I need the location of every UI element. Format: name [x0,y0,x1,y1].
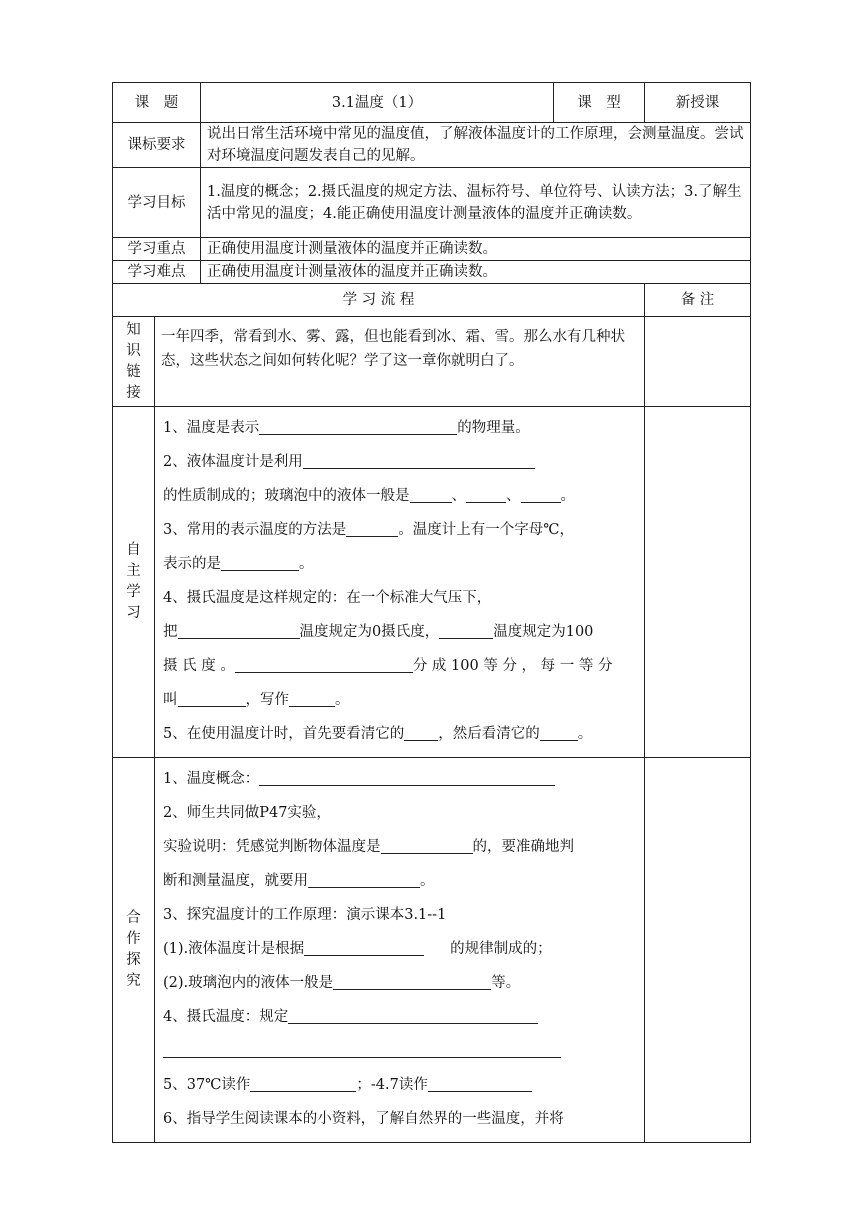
answer-blank[interactable] [466,484,506,503]
self-study-row [113,407,751,758]
self-study-content [155,407,645,758]
objective-text: 1.温度的概念；2.摄氏温度的规定方法、温标符号、单位符号、认读方法；3.了解生活中常见的温度；4.能正确使用温度计测量液体的温度并正确读数。 [201,168,751,238]
coop-p8: 4、摄氏温度：规定 [163,1000,638,1034]
answer-blank[interactable] [404,722,438,741]
answer-blank[interactable] [540,722,578,741]
coop-row [113,758,751,1143]
answer-blank[interactable] [308,869,420,888]
standard-text: 说出日常生活环境中常见的温度值，了解液体温度计的工作原理，会测量温度。尝试对环境温度问题发表自己的见解。 [201,123,751,168]
keypoint-text: 正确使用温度计测量液体的温度并正确读数。 [201,238,751,261]
difficulty-label: 学习难点 [113,261,201,284]
self-study-q4-cont1: 把 温度规定为0摄氏度， 温度规定为100 [163,615,638,649]
answer-blank[interactable] [303,450,535,469]
coop-label-text: 合作探究 [126,910,141,989]
self-study-q4-cont2: 摄 氏 度 。 分 成 100 等 分 ， 每 一 等 分 [163,649,638,683]
lesson-plan-table [112,82,751,1143]
keypoint-label: 学习重点 [113,238,201,261]
topic-title: 3.1温度（1） [201,83,554,123]
coop-p1: 1、温度概念： [163,762,638,796]
coop-p8-cont [163,1034,638,1068]
type-label: 课 型 [554,83,645,123]
self-study-q5: 5、在使用温度计时，首先要看清它的 ，然后看清它的 。 [163,717,638,751]
coop-p9: 5、37℃读作 ；-4.7读作 [163,1068,638,1102]
answer-blank[interactable] [381,835,473,854]
coop-p5: 3、探究温度计的工作原理：演示课本3.1--1 [163,907,447,923]
answer-blank[interactable] [289,688,335,707]
knowledge-label [113,317,155,407]
flow-header-row [113,284,751,317]
self-study-q4: 4、摄氏温度是这样规定的：在一个标准大气压下， [163,590,492,606]
keypoint-row [113,238,751,261]
coop-p10: 6、指导学生阅读课本的小资料，了解自然界的一些温度，并将 [163,1111,564,1127]
self-study-label-text: 自主学习 [126,542,141,621]
answer-blank[interactable] [521,484,561,503]
type-value: 新授课 [645,83,751,123]
header-row [113,83,751,123]
self-study-q1: 1、温度是表示 的物理量。 [163,411,638,445]
answer-blank[interactable] [304,937,424,956]
answer-blank[interactable] [259,767,555,786]
objective-row [113,168,751,238]
answer-blank[interactable] [428,1073,532,1092]
self-study-q2: 2、液体温度计是利用 [163,445,638,479]
objective-label: 学习目标 [113,168,201,238]
self-study-label [113,407,155,758]
coop-p3: 实验说明：凭感觉判断物体温度是 的，要准确地判 [163,830,638,864]
answer-blank[interactable] [163,1039,561,1058]
knowledge-label-text: 知识链接 [126,321,141,401]
coop-p2: 2、师生共同做P47实验， [163,805,331,821]
self-study-notes [645,407,751,758]
flow-title: 学 习 流 程 [113,284,645,317]
knowledge-notes [645,317,751,407]
self-study-q3: 3、常用的表示温度的方法是 。温度计上有一个字母℃， [163,513,638,547]
answer-blank[interactable] [178,620,300,639]
difficulty-text: 正确使用温度计测量液体的温度并正确读数。 [201,261,751,284]
coop-notes [645,758,751,1143]
answer-blank[interactable] [410,484,452,503]
answer-blank[interactable] [288,1005,538,1024]
topic-label: 课 题 [113,83,201,123]
self-study-q2-cont: 的性质制成的；玻璃泡中的液体一般是 、 、 。 [163,479,638,513]
answer-blank[interactable] [250,1073,356,1092]
knowledge-text: 一年四季，常看到水、雾、露，但也能看到冰、霜、雪。那么水有几种状态，这些状态之间如何转化呢？学了这一章你就明白了。 [155,317,645,407]
lesson-plan [112,82,750,1143]
coop-content [155,758,645,1143]
answer-blank[interactable] [346,518,398,537]
standard-row [113,123,751,168]
answer-blank[interactable] [439,620,493,639]
standard-label: 课标要求 [113,123,201,168]
answer-blank[interactable] [235,654,413,673]
difficulty-row [113,261,751,284]
coop-p4: 断和测量温度，就要用 。 [163,864,638,898]
notes-title: 备 注 [645,284,751,317]
self-study-q3-cont: 表示的是 。 [163,547,638,581]
answer-blank[interactable] [221,552,299,571]
coop-p6: (1).液体温度计是根据 的规律制成的； [163,932,638,966]
coop-p7: (2).玻璃泡内的液体一般是 等。 [163,966,638,1000]
self-study-q4-cont3: 叫 ，写作 。 [163,683,638,717]
answer-blank[interactable] [259,416,457,435]
answer-blank[interactable] [333,971,491,990]
answer-blank[interactable] [178,688,246,707]
coop-label [113,758,155,1143]
knowledge-row [113,317,751,407]
